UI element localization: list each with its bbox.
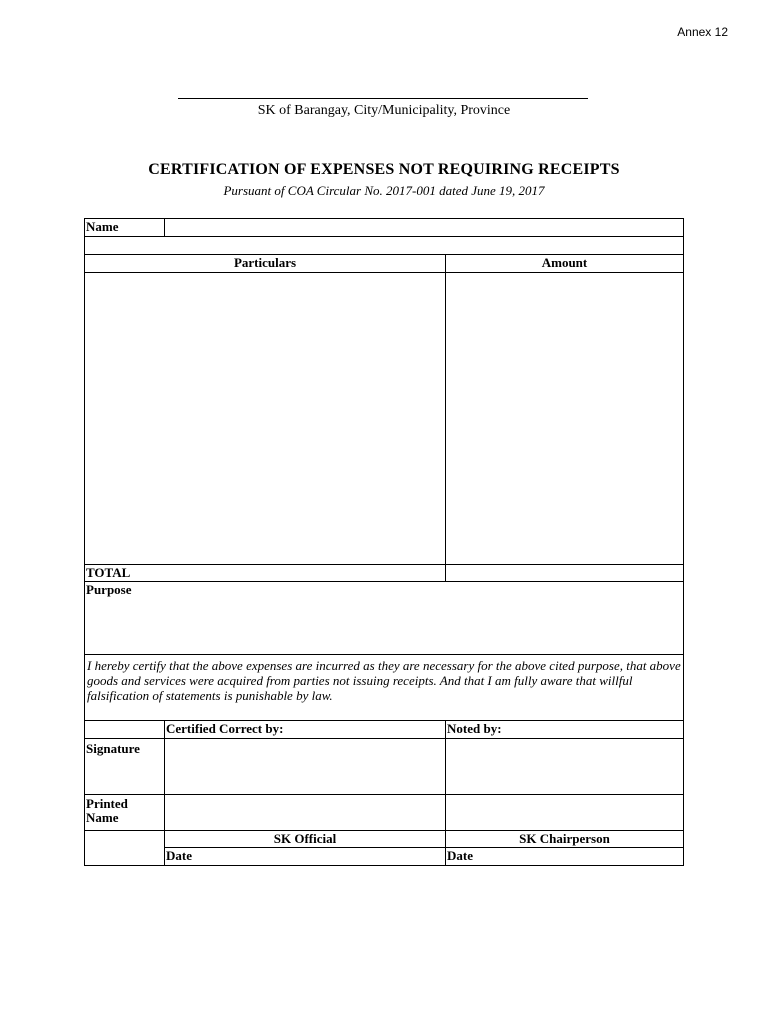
amount-header: Amount (446, 255, 684, 273)
annex-label: Annex 12 (677, 25, 728, 39)
blank-cell (85, 721, 165, 739)
particulars-header: Particulars (85, 255, 446, 273)
sk-name-blank-line[interactable] (178, 88, 588, 99)
printed-name-label: Printed Name (85, 795, 165, 831)
blank-row (85, 237, 684, 255)
particulars-field[interactable] (85, 273, 446, 565)
sk-location-label: SK of Barangay, City/Municipality, Province (257, 103, 511, 118)
date-label: Date (166, 848, 192, 863)
total-label: TOTAL (85, 565, 446, 582)
document-title: CERTIFICATION OF EXPENSES NOT REQUIRING RECEIPTS (148, 161, 620, 178)
certified-correct-label: Certified Correct by: (165, 721, 446, 739)
chairperson-date-field[interactable] (446, 848, 684, 866)
sk-chairperson-label: SK Chairperson (446, 831, 684, 848)
chairperson-printed-name-field[interactable] (446, 795, 684, 831)
blank-cell (85, 831, 165, 866)
certification-form-table (84, 218, 684, 866)
name-field[interactable] (165, 219, 684, 237)
official-signature-field[interactable] (165, 739, 446, 795)
sk-official-label: SK Official (165, 831, 446, 848)
purpose-field[interactable] (85, 582, 684, 655)
total-amount-field[interactable] (446, 565, 684, 582)
official-printed-name-field[interactable] (165, 795, 446, 831)
date-label: Date (447, 848, 473, 863)
amount-field[interactable] (446, 273, 684, 565)
official-date-field[interactable] (165, 848, 446, 866)
purpose-label: Purpose (86, 582, 132, 597)
document-subtitle: Pursuant of COA Circular No. 2017-001 dated June 19, 2017 (223, 183, 545, 198)
signature-label: Signature (85, 739, 165, 795)
noted-by-label: Noted by: (446, 721, 684, 739)
chairperson-signature-field[interactable] (446, 739, 684, 795)
name-label: Name (85, 219, 165, 237)
certification-statement: I hereby certify that the above expenses are incurred as they are necessary for the above cited purpose, that above goods and services were acquired from parties not issuing receipts. And that I am fully aware that willful falsification of statements is punishable by law. (85, 655, 684, 721)
